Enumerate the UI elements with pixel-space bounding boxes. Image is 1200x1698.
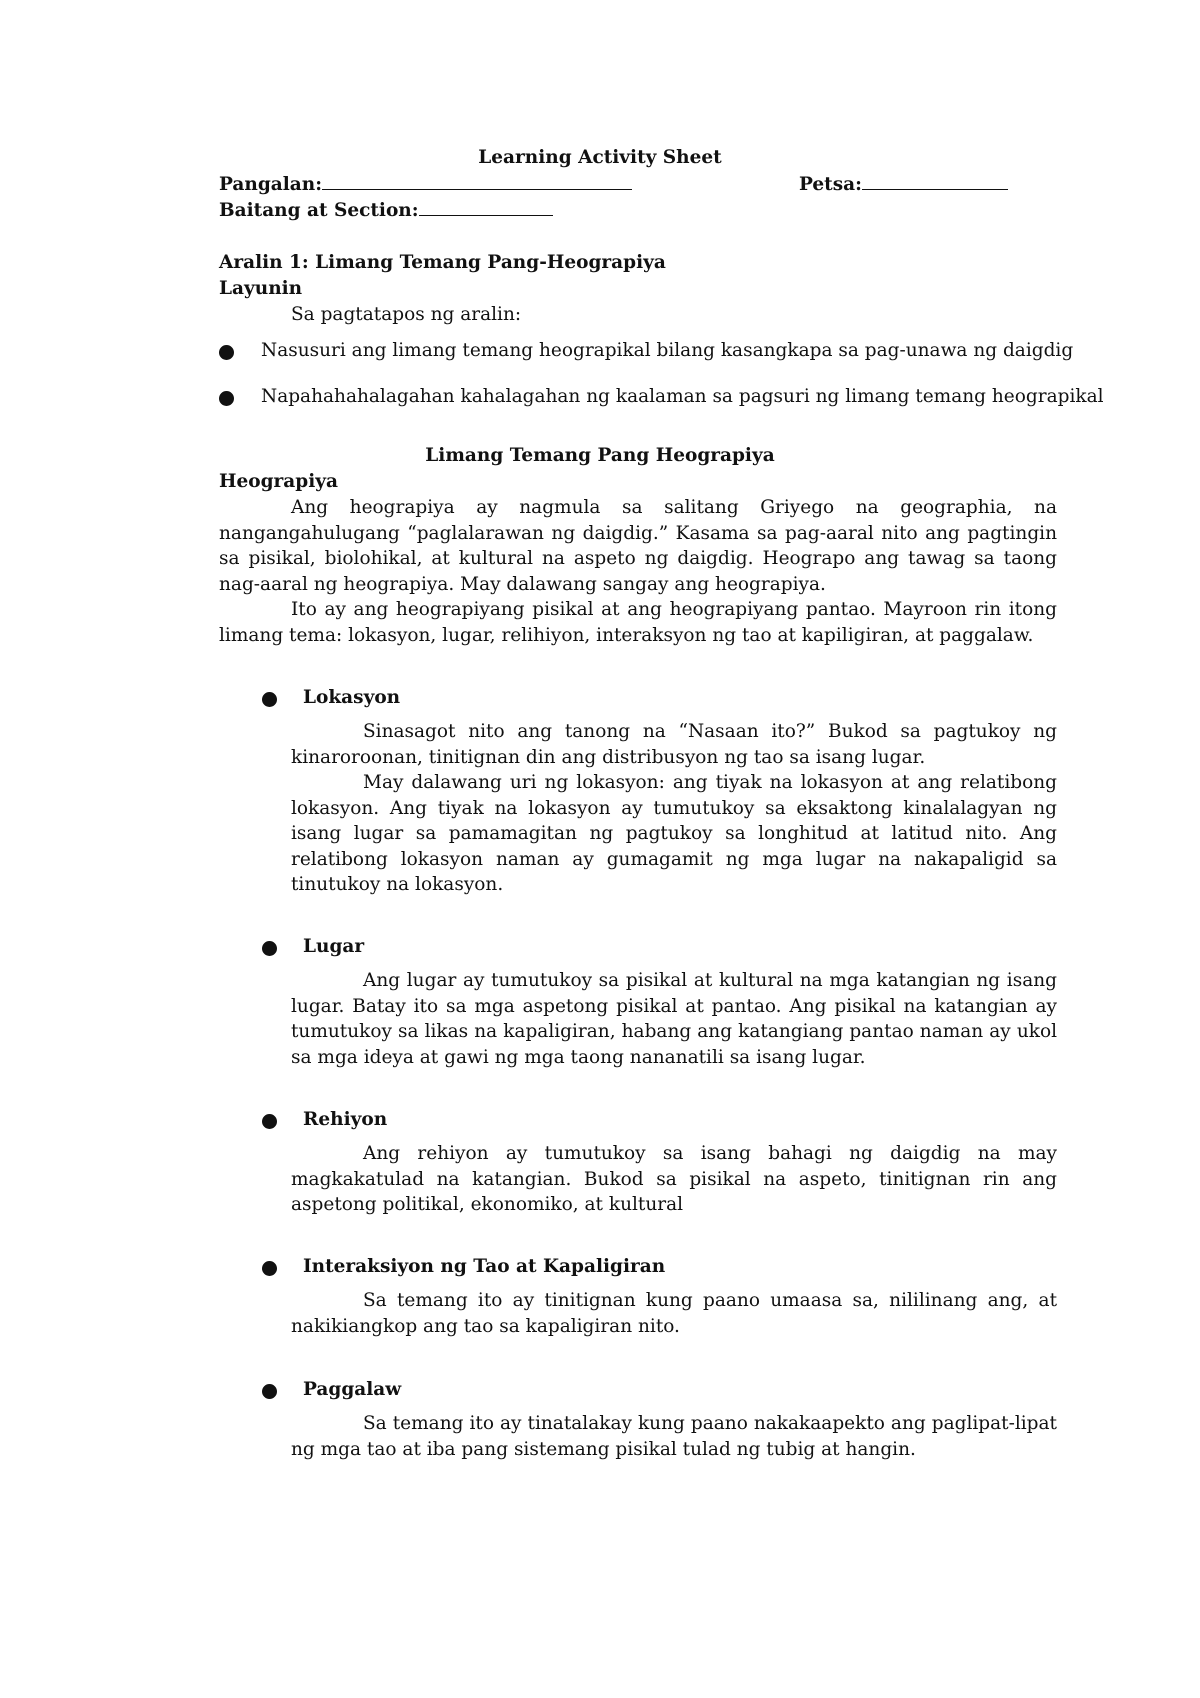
bullet-icon: [219, 391, 234, 406]
theme-title: Lokasyon: [303, 687, 401, 708]
petsa-label: Petsa:: [799, 174, 862, 195]
bullet-icon: [262, 1114, 277, 1129]
baitang-label: Baitang at Section:: [219, 200, 419, 221]
baitang-row: [219, 197, 553, 224]
section-title: Limang Temang Pang Heograpiya: [425, 445, 775, 466]
pangalan-row: [219, 171, 632, 198]
paragraph: Ang heograpiya ay nagmula sa salitang Griyego na geographia, na nangangahulugang “paglalarawan ng daigdig.” Kasama sa pag-aaral nito ang pagtingin sa pisikal, biolohikal, at kultural na aspeto ng daigdig. Heograpo ang tawag sa taong nag-aaral ng heograpiya. May dalawang sangay ang heograpiya.: [219, 497, 1057, 595]
paragraph: Ito ay ang heograpiyang pisikal at ang heograpiyang pantao. Mayroon rin itong limang tema: lokasyon, lugar, relihiyon, interaksyon ng tao at kapiligiran, at paggalaw.: [219, 599, 1057, 646]
paragraph: May dalawang uri ng lokasyon: ang tiyak na lokasyon at ang relatibong lokasyon. Ang tiyak na lokasyon ay tumutukoy sa eksaktong kinalalagyan ng isang lugar sa pamamagitan ng pagtukoy sa longhitud at latitud nito. Ang relatibong lokasyon naman ay gumagamit ng mga lugar na nakapaligid sa tinutukoy na lokasyon.: [291, 772, 1057, 895]
heograpiya-body: [219, 495, 1057, 648]
bullet-icon: [262, 1261, 277, 1276]
paragraph: Ang rehiyon ay tumutukoy sa isang bahagi ng daigdig na may magkakatulad na katangian. Bukod sa pisikal na aspeto, tinitignan rin ang aspetong politikal, ekonomiko, at kultural: [291, 1143, 1057, 1215]
theme-body: [291, 1141, 1057, 1218]
objectives-label: Layunin: [219, 278, 303, 299]
paragraph: Sinasagot nito ang tanong na “Nasaan ito?” Bukod sa pagtukoy ng kinaroroonan, tinitignan din ang distribusyon ng tao sa isang lugar.: [291, 721, 1057, 768]
petsa-blank[interactable]: [862, 171, 1008, 190]
bullet-icon: [262, 692, 277, 707]
theme-body: [291, 719, 1057, 898]
paragraph: Sa temang ito ay tinitignan kung paano umaasa sa, nililinang ang, at nakikiangkop ang tao sa kapaligiran nito.: [291, 1290, 1057, 1337]
paragraph: Sa temang ito ay tinatalakay kung paano nakakaapekto ang paglipat-lipat ng mga tao at iba pang sistemang pisikal tulad ng tubig at hangin.: [291, 1413, 1057, 1460]
theme-body: [291, 1411, 1057, 1462]
objectives-intro: Sa pagtatapos ng aralin:: [291, 304, 522, 325]
bullet-icon: [219, 345, 234, 360]
objective-item: Nasusuri ang limang temang heograpikal bilang kasangkapa sa pag-unawa ng daigdig: [261, 340, 1074, 361]
section-subtitle: Heograpiya: [219, 471, 338, 492]
paragraph: Ang lugar ay tumutukoy sa pisikal at kultural na mga katangian ng isang lugar. Batay ito sa mga aspetong pisikal at pantao. Ang pisikal na katangian ay tumutukoy sa likas na kapaligiran, habang ang katangiang pantao naman ay ukol sa mga ideya at gawi ng mga taong nananatili sa isang lugar.: [291, 970, 1057, 1068]
bullet-icon: [262, 1384, 277, 1399]
theme-body: [291, 968, 1057, 1070]
theme-title: Rehiyon: [303, 1109, 388, 1130]
petsa-row: [799, 171, 1008, 198]
sheet-title: Learning Activity Sheet: [478, 147, 722, 168]
pangalan-label: Pangalan:: [219, 174, 323, 195]
bullet-icon: [262, 941, 277, 956]
pangalan-blank[interactable]: [322, 171, 632, 190]
baitang-blank[interactable]: [419, 197, 553, 216]
lesson-title: Aralin 1: Limang Temang Pang-Heograpiya: [219, 252, 666, 273]
theme-body: [291, 1288, 1057, 1339]
objective-item: Napahahahalagahan kahalagahan ng kaalaman sa pagsuri ng limang temang heograpikal: [261, 386, 1104, 407]
theme-title: Paggalaw: [303, 1379, 402, 1400]
theme-title: Lugar: [303, 936, 365, 957]
theme-title: Interaksiyon ng Tao at Kapaligiran: [303, 1256, 666, 1277]
